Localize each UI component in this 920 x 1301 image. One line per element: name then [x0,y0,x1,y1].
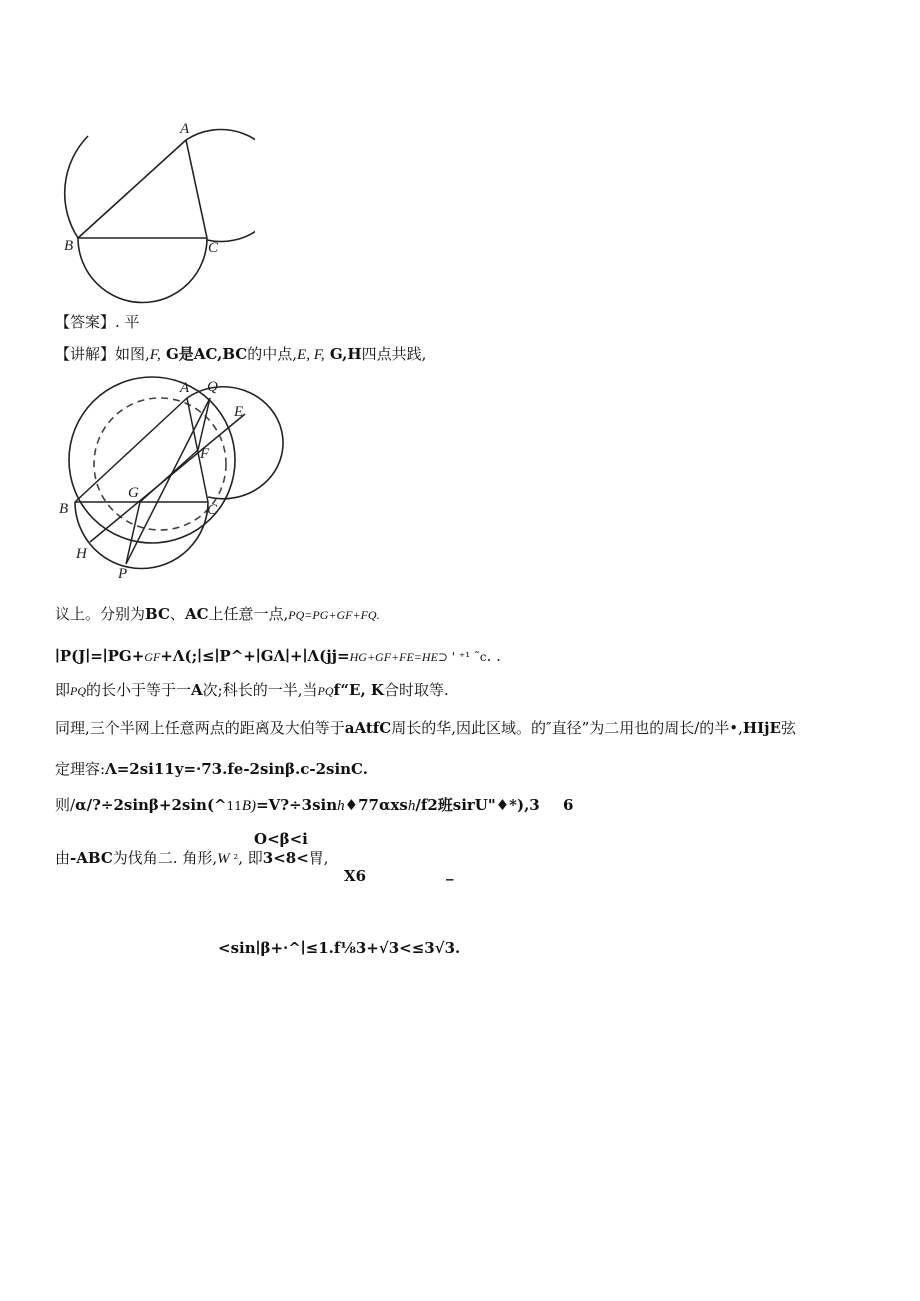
t9a: 由 [55,849,71,867]
figure-2-circle-diagram [50,372,290,587]
t3b: BC [145,605,170,623]
t8h: h [407,798,416,814]
explain-gh: G,H [324,345,362,363]
t6c: 周长的华,因此区域。的″直径”为二用也的周长/的半•, [391,719,743,737]
segment-ba [78,140,186,238]
t7a: 定理容: [55,760,106,778]
text-line-9-x6: X6 [344,867,367,885]
t5b: PQ [70,684,87,698]
text-line-9-underscore: _ [446,863,454,881]
text-line-10: <sin∣β+·^∣≤1.f⅛3+√3<≤3√3. [218,939,461,957]
t5f: PQ [317,684,334,698]
large-arc [65,136,88,238]
label-a: A [180,121,190,137]
t8b: α/?÷2sinβ+2sin(^ [75,796,227,814]
text-line-9 [55,848,329,869]
t6e: 弦 [780,719,796,737]
text-line-3 [55,604,380,625]
t4b: GF [144,650,161,664]
t7b: Λ=2si11y=·73.fe-2sinβ.c-2sinC. [105,760,368,778]
large-circle [69,377,235,543]
segment-gf [140,450,198,502]
t5d: A [191,681,203,699]
label-p: P [118,566,128,582]
semicircle-bc [78,238,207,303]
t9g: 3<8< [262,849,309,867]
label-c: C [208,240,219,256]
t9b: -ABC [70,849,113,867]
t9c: 为伐角二. 角形, [112,849,218,867]
answer-label: 【答案】 [55,313,116,331]
t9h: 胃, [308,849,329,867]
label-f: F [200,446,210,462]
t5a: 即 [55,681,71,699]
text-line-6 [55,718,796,738]
text-line-9-top: O<β<i [254,830,308,848]
t4e: ⊃ ' ⁺¹ ˜c [437,650,487,664]
t4a: ∣P(J∣=∣PG+ [55,647,145,665]
figure-1-circle-diagram [50,118,255,308]
t4f: . . [486,647,501,665]
t8g: ♦77αxs [344,796,408,814]
explain-mids: AC,BC [193,345,248,363]
t8a: 则/ [55,796,76,814]
label-e: E [234,404,244,420]
t3c: 、 [169,605,185,623]
label-b: B [64,238,74,254]
text-line-7 [55,759,368,779]
t8f: h [337,798,345,814]
t8d: B) [241,798,257,814]
t6b: aAtfC [344,719,392,737]
explain-tail: 四点共践, [361,345,427,363]
text-line-4 [55,646,501,667]
t9d: W [217,851,230,867]
text-line-8 [55,795,540,816]
t4c: +Λ(;∣≤∣P^+∣GΛ∣+∣Λ(jj= [160,647,350,665]
label-g: G [128,485,139,501]
label-c: C [207,502,218,518]
t6a: 同理,三个半网上任意两点的距离及大伯等于 [55,719,345,737]
explain-prefix: 【讲解】如图, [55,345,150,363]
explain-line [55,344,426,365]
segment-fq [198,398,210,450]
explain-mid-text: 的中点, [247,345,298,363]
t9e: ² [229,852,239,866]
t3f: PQ=PG+GF+FQ. [288,608,380,622]
t3a: 议上。分别为 [55,605,146,623]
text-line-8-number: 6 [563,796,574,814]
t5g: f“E, K [333,681,384,699]
label-a: A [180,380,190,396]
label-b: B [59,501,69,517]
t3e: 上任意一点, [208,605,289,623]
t8i: /f2班sirU"♦*),3 [415,796,540,814]
explain-ef: E, F, [297,347,325,363]
t5e: 次;科长的一半,当 [202,681,318,699]
explain-f: F, [149,347,161,363]
text-line-5 [55,680,449,701]
t8c: 11 [226,799,242,813]
t5c: 的长小于等于一 [86,681,192,699]
explain-g: G是 [160,345,194,363]
t3d: AC [184,605,209,623]
answer-value: . 平 [115,313,140,331]
segment-ac [186,140,207,238]
t8e: =V?÷3sin [256,796,338,814]
answer-line [55,312,140,332]
t9f: , 即 [238,849,263,867]
label-q: Q [207,379,218,395]
t5h: 合时取等. [383,681,449,699]
label-h: H [76,546,87,562]
t6d: HIjE [742,719,781,737]
t4d: HG+GF+FE=HE [349,650,438,664]
